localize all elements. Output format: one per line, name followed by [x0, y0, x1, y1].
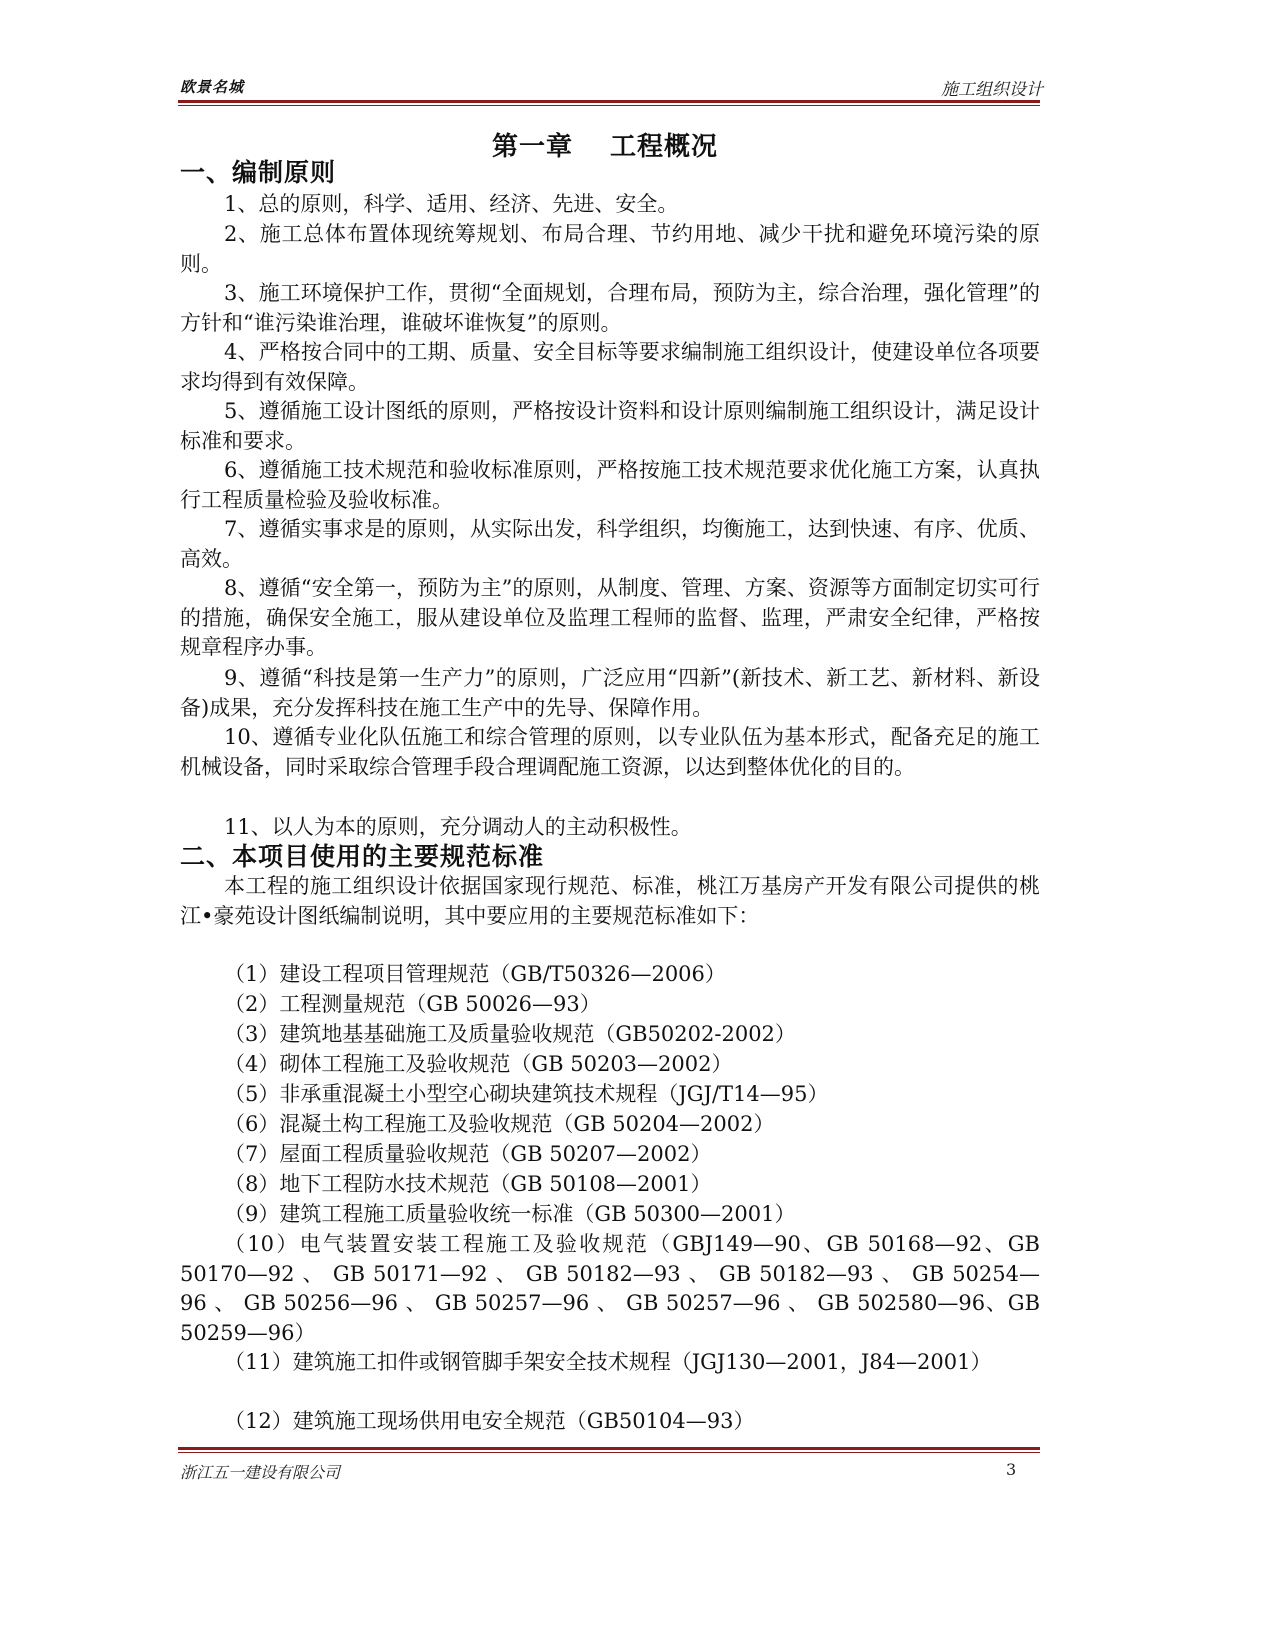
principle-paragraph: 8、遵循“安全第一，预防为主”的原则，从制度、管理、方案、资源等方面制定切实可行的措施，确保安全施工，服从建设单位及监理工程师的监督、监理，严肃安全纪律，严格按规章程序办事。: [180, 576, 1040, 659]
footer-company-name: 浙江五一建设有限公司: [180, 1463, 341, 1482]
principle-paragraph: 6、遵循施工技术规范和验收标准原则，严格按施工技术规范要求优化施工方案，认真执行工程质量检验及验收标准。: [180, 458, 1040, 512]
standard-item: （9）建筑工程施工质量验收统一标准（GB 50300—2001）: [224, 1202, 796, 1226]
principle-paragraph: 4、严格按合同中的工期、质量、安全目标等要求编制施工组织设计，使建设单位各项要求均得到有效保障。: [180, 340, 1040, 394]
principle-paragraph: 5、遵循施工设计图纸的原则，严格按设计资料和设计原则编制施工组织设计，满足设计标准和要求。: [180, 399, 1040, 453]
principle-paragraph: 3、施工环境保护工作，贯彻“全面规划，合理布局，预防为主，综合治理，强化管理”的方针和“谁污染谁治理，谁破坏谁恢复”的原则。: [180, 281, 1040, 335]
standard-item: （11）建筑施工扣件或钢管脚手架安全技术规程（JGJ130—2001，J84—2001）: [224, 1350, 992, 1374]
section-heading-standards: 二、本项目使用的主要规范标准: [180, 842, 545, 871]
standard-item: （3）建筑地基基础施工及质量验收规范（GB50202-2002）: [224, 1022, 796, 1046]
standard-item: （4）砌体工程施工及验收规范（GB 50203—2002）: [224, 1052, 733, 1076]
standard-item: （12）建筑施工现场供用电安全规范（GB50104—93）: [224, 1409, 755, 1433]
standard-item: （8）地下工程防水技术规范（GB 50108—2001）: [224, 1172, 712, 1196]
standard-item: （2）工程测量规范（GB 50026—93）: [224, 992, 601, 1016]
page-number: 3: [1006, 1460, 1017, 1479]
chapter-title: 第一章 工程概况: [491, 132, 719, 162]
footer-rule-thin: [178, 1452, 1040, 1453]
header-rule-thin: [178, 105, 1040, 106]
header-rule-thick: [178, 100, 1040, 103]
principle-paragraph: 1、总的原则，科学、适用、经济、先进、安全。: [224, 192, 679, 216]
standards-intro: 本工程的施工组织设计依据国家现行规范、标准，桃江万基房产开发有限公司提供的桃江•豪苑设计图纸编制说明，其中要应用的主要规范标准如下：: [180, 874, 1040, 928]
footer-rule-thick: [178, 1447, 1040, 1450]
principle-paragraph: 11、以人为本的原则，充分调动人的主动积极性。: [224, 815, 692, 839]
section-heading-principles: 一、编制原则: [180, 158, 337, 187]
principle-paragraph: 10、遵循专业化队伍施工和综合管理的原则，以专业队伍为基本形式，配备充足的施工机械设备，同时采取综合管理手段合理调配施工资源，以达到整体优化的目的。: [180, 725, 1040, 779]
principle-paragraph: 7、遵循实事求是的原则，从实际出发，科学组织，均衡施工，达到快速、有序、优质、高效。: [180, 517, 1040, 571]
header-document-title: 施工组织设计: [941, 80, 1043, 100]
principle-paragraph: 9、遵循“科技是第一生产力”的原则，广泛应用“四新”(新技术、新工艺、新材料、新设备)成果，充分发挥科技在施工生产中的先导、保障作用。: [180, 666, 1040, 720]
header-project-name: 欧景名城: [180, 78, 245, 96]
principle-paragraph: 2、施工总体布置体现统筹规划、布局合理、节约用地、减少干扰和避免环境污染的原则。: [180, 222, 1040, 276]
standard-item: （10）电气装置安装工程施工及验收规范（GBJ149—90、GB 50168—92、GB 50170—92 、 GB 50171—92 、 GB 50182—93 、 GB 50182—93 、 GB 50254—96 、 GB 50256—96 、 GB 50257—96 、 GB 50257—96 、 GB 502580—96、GB 50259—96）: [180, 1232, 1040, 1345]
standard-item: （1）建设工程项目管理规范（GB/T50326—2006）: [224, 962, 726, 986]
standard-item: （7）屋面工程质量验收规范（GB 50207—2002）: [224, 1142, 712, 1166]
standard-item: （5）非承重混凝土小型空心砌块建筑技术规程（JGJ/T14—95）: [224, 1082, 829, 1106]
standard-item: （6）混凝土构工程施工及验收规范（GB 50204—2002）: [224, 1112, 775, 1136]
